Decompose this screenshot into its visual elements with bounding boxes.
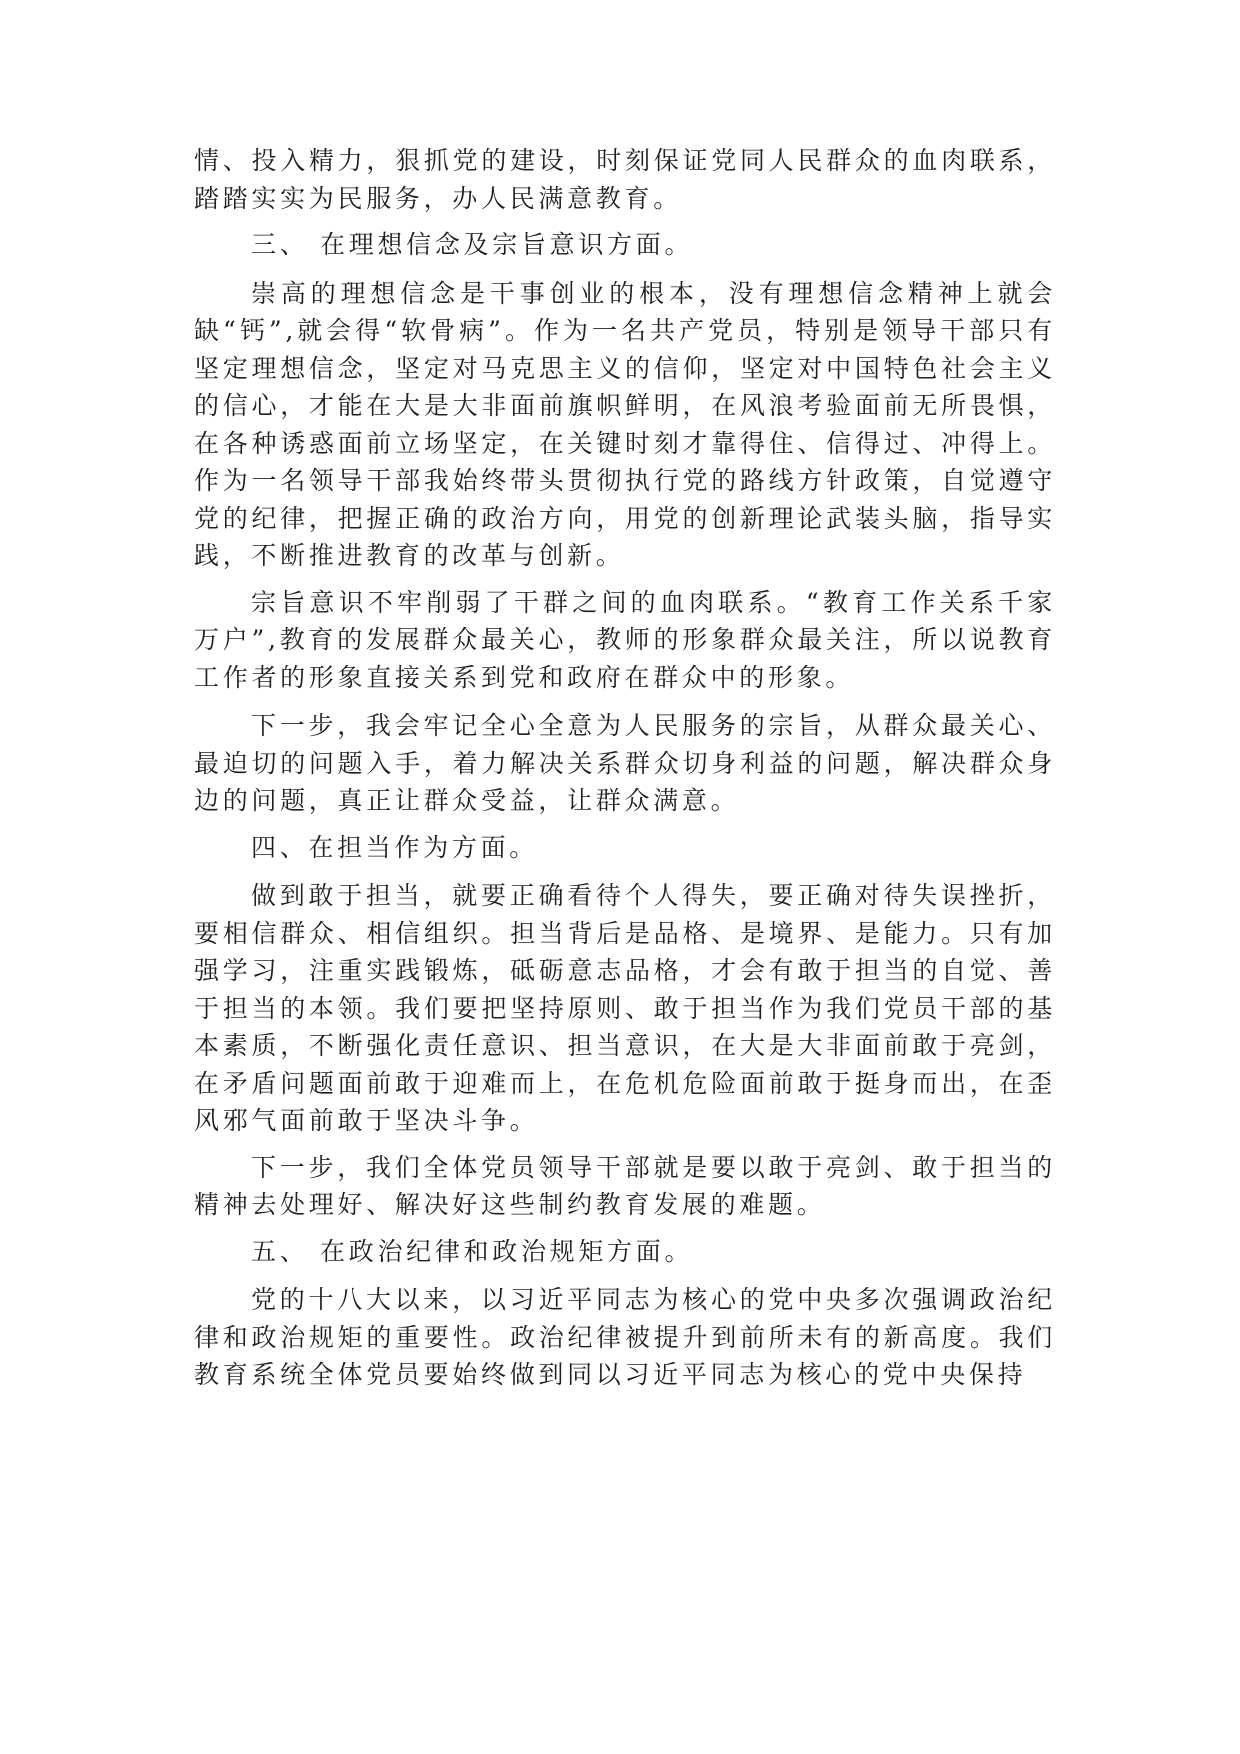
paragraph-discipline: 党的十八大以来，以习近平同志为核心的党中央多次强调政治纪律和政治规矩的重要性。政治纪律被提升到前所未有的新高度。我们教育系统全体党员要始终做到同以习近平同志为核心的党中央保持 bbox=[194, 1285, 1056, 1389]
paragraph-next-step-1: 下一步，我会牢记全心全意为人民服务的宗旨，从群众最关心、最迫切的问题入手，着力解决关系群众切身利益的问题，解决群众身边的问题，真正让群众受益，让群众满意。 bbox=[194, 711, 1056, 815]
paragraph-responsibility: 做到敢于担当，就要正确看待个人得失，要正确对待失误挫折，要相信群众、相信组织。担当背后是品格、是境界、是能力。只有加强学习，注重实践锻炼，砥砺意志品格，才会有敢于担当的自觉、善于担当的本领。我们要把坚持原则、敢于担当作为我们党员干部的基本素质，不断强化责任意识、担当意识，在大是大非面前敢于亮剑，在矛盾问题面前敢于迎难而上，在危机危险面前敢于挺身而出，在歪风邪气面前敢于坚决斗争。 bbox=[194, 881, 1056, 1135]
paragraph-purpose: 宗旨意识不牢削弱了干群之间的血肉联系。“教育工作关系千家万户”,教育的发展群众最关心，教师的形象群众最关注，所以说教育工作者的形象直接关系到党和政府在群众中的形象。 bbox=[194, 587, 1056, 692]
paragraph-next-step-2: 下一步，我们全体党员领导干部就是要以敢于亮剑、敢于担当的精神去处理好、解决好这些制约教育发展的难题。 bbox=[194, 1152, 1056, 1219]
paragraph-continuation: 情、投入精力，狠抓党的建设，时刻保证党同人民群众的血肉联系，踏踏实实为民服务，办人民满意教育。 bbox=[194, 146, 1056, 213]
section-heading-4: 四、在担当作为方面。 bbox=[251, 832, 539, 862]
section-heading-5: 五、 在政治纪律和政治规矩方面。 bbox=[251, 1236, 694, 1266]
document-body bbox=[194, 142, 1056, 1394]
paragraph-ideals: 崇高的理想信念是干事创业的根本，没有理想信念精神上就会缺“钙”,就会得“软骨病”。作为一名共产党员，特别是领导干部只有坚定理想信念，坚定对马克思主义的信仰，坚定对中国特色社会主义的信心，才能在大是大非面前旗帜鲜明，在风浪考验面前无所畏惧，在各种诱惑面前立场坚定，在关键时刻才靠得住、信得过、冲得上。作为一名领导干部我始终带头贯彻执行党的路线方针政策，自觉遵守党的纪律，把握正确的政治方向，用党的创新理论武装头脑，指导实践，不断推进教育的改革与创新。 bbox=[194, 278, 1056, 570]
section-heading-3: 三、 在理想信念及宗旨意识方面。 bbox=[251, 230, 694, 259]
